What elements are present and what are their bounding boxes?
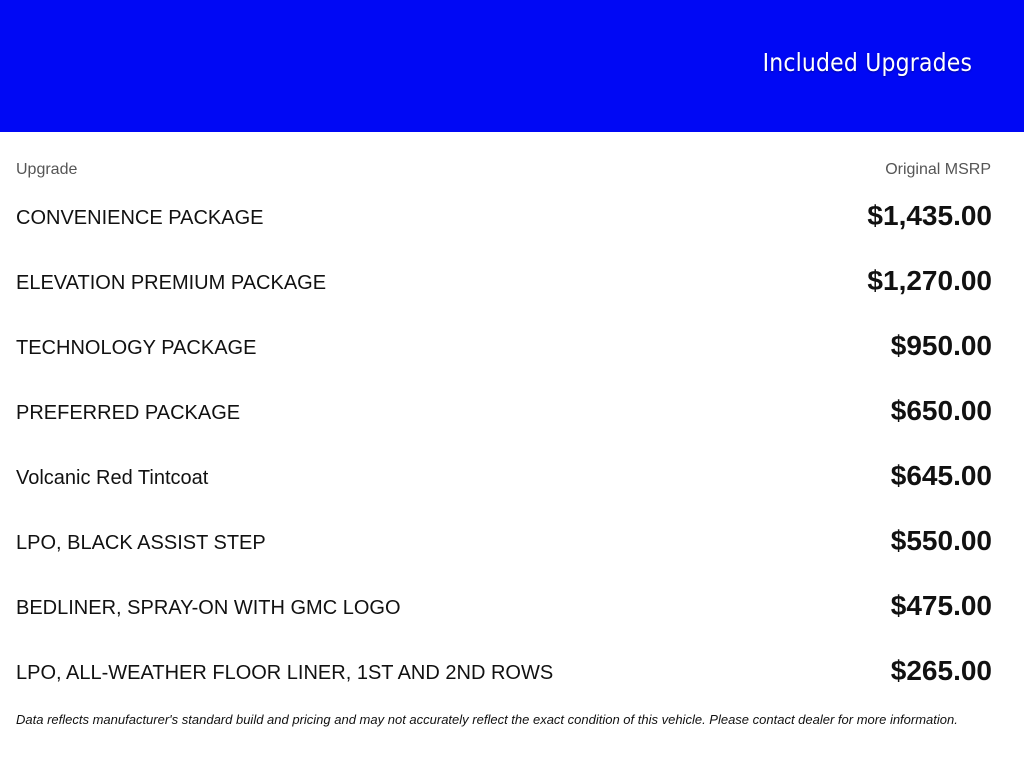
upgrades-list [16, 185, 992, 705]
upgrade-name: TECHNOLOGY PACKAGE [16, 337, 257, 359]
header-banner [0, 0, 1024, 132]
upgrade-row [16, 380, 992, 445]
upgrade-name: BEDLINER, SPRAY-ON WITH GMC LOGO [16, 597, 401, 619]
upgrade-price: $475.00 [890, 590, 992, 621]
column-headers [16, 161, 991, 181]
column-header-upgrade: Upgrade [16, 161, 78, 178]
column-header-msrp: Original MSRP [885, 161, 991, 178]
page-title: Included Upgrades [762, 48, 972, 77]
upgrade-price: $645.00 [890, 460, 992, 491]
upgrade-name: LPO, ALL-WEATHER FLOOR LINER, 1ST AND 2ND ROWS [16, 662, 554, 684]
upgrade-price: $1,270.00 [867, 265, 992, 296]
upgrade-row [16, 575, 992, 640]
upgrade-price: $650.00 [890, 395, 992, 426]
upgrade-price: $1,435.00 [867, 200, 992, 231]
disclaimer-text: Data reflects manufacturer's standard build and pricing and may not accurately reflect the exact condition of this vehicle. Please contact dealer for more information. [16, 712, 958, 727]
upgrade-row [16, 315, 992, 380]
upgrade-price: $265.00 [890, 655, 992, 686]
upgrade-row [16, 640, 992, 705]
upgrade-name: CONVENIENCE PACKAGE [16, 207, 264, 229]
upgrade-name: PREFERRED PACKAGE [16, 402, 241, 424]
upgrade-row [16, 185, 992, 250]
upgrade-price: $950.00 [890, 330, 992, 361]
upgrade-name: ELEVATION PREMIUM PACKAGE [16, 272, 327, 294]
upgrade-row [16, 510, 992, 575]
upgrade-name: LPO, BLACK ASSIST STEP [16, 532, 266, 554]
upgrade-name: Volcanic Red Tintcoat [16, 467, 209, 489]
upgrade-row [16, 250, 992, 315]
upgrade-row [16, 445, 992, 510]
upgrade-price: $550.00 [890, 525, 992, 556]
